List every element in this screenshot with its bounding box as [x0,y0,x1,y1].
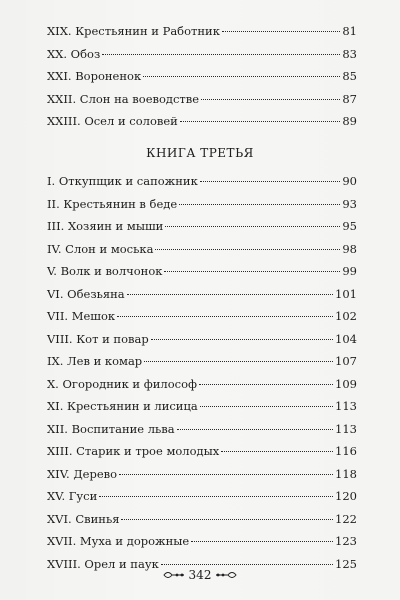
dot-leader [143,76,340,77]
toc-entry-title: XV. Гуси [47,489,98,503]
toc-entry [47,283,357,306]
toc-entry-title: VIII. Кот и повар [47,331,149,346]
toc-entry-page: 109 [335,376,357,391]
toc-entry [47,350,357,373]
dot-leader [199,384,333,385]
toc-entry [47,485,357,508]
dot-leader [201,99,340,100]
toc-entry-title: XIX. Крестьянин и Работник [47,24,220,38]
toc-entry [47,440,357,463]
toc-entry-title: IX. Лев и комар [47,354,143,368]
toc-entry-page: 102 [335,309,357,323]
toc-entry-title: XXI. Вороненок [47,69,142,83]
dot-leader [222,31,340,32]
dot-leader [119,474,333,475]
toc-entry-page: 101 [335,286,357,301]
toc-entry-page: 116 [335,444,357,458]
toc-entry-page: 81 [342,24,357,38]
toc-entry-title: XXIII. Осел и соловей [47,114,178,128]
toc-entry [47,530,357,553]
dot-leader [127,294,333,295]
toc-entry [47,215,357,238]
toc-entry-page: 85 [342,69,357,83]
dot-leader [179,204,340,205]
toc-entry-title: II. Крестьянин в беде [47,196,178,211]
toc-entry-page: 122 [335,511,357,526]
toc-entry [47,170,357,193]
toc-entry [47,373,357,396]
toc-entry [47,43,357,66]
toc-entry-title: V. Волк и волчонок [47,264,163,278]
dot-leader [151,339,333,340]
dot-leader [164,271,340,272]
toc-entry-page: 99 [342,264,357,278]
toc-entry-title: XIII. Старик и трое молодых [47,444,220,458]
toc-entry [47,305,357,328]
toc-entry [47,508,357,531]
toc-entry-page: 87 [342,91,357,106]
toc-entry-page: 95 [342,219,357,233]
toc-entry-page: 89 [342,114,357,128]
dot-leader [155,249,340,250]
toc-entry [47,110,357,133]
toc-entry-title: VII. Мешок [47,309,116,323]
floral-ornament-icon [215,570,237,580]
toc-list-book-two-end [47,20,357,133]
toc-entry-title: IV. Слон и моська [47,241,154,256]
dot-leader [102,54,340,55]
toc-entry-page: 113 [335,421,357,436]
dot-leader [99,496,333,497]
toc-entry-page: 93 [342,196,357,211]
toc-entry-page: 123 [335,534,357,548]
dot-leader [180,121,341,122]
dot-leader [144,361,333,362]
toc-entry-title: XIV. Дерево [47,466,118,481]
toc-entry [47,238,357,261]
toc-entry [47,418,357,441]
dot-leader [161,564,333,565]
toc-entry-page: 113 [335,399,357,413]
dot-leader [117,316,333,317]
dot-leader [165,226,340,227]
floral-ornament-icon [163,570,185,580]
toc-entry-title: VI. Обезьяна [47,286,125,301]
dot-leader [200,181,341,182]
toc-entry [47,193,357,216]
dot-leader [191,541,333,542]
section-heading: КНИГА ТРЕТЬЯ [146,146,254,160]
toc-entry-page: 83 [342,46,357,61]
toc-entry-title: XVI. Свинья [47,511,120,526]
toc-entry-page: 107 [335,354,357,368]
toc-entry-title: I. Откупщик и сапожник [47,174,198,188]
toc-entry-title: XX. Обоз [47,46,101,61]
toc-entry [47,260,357,283]
toc-list-book-three [47,170,357,575]
dot-leader [177,429,333,430]
dot-leader [200,406,333,407]
toc-entry-title: XI. Крестьянин и лисица [47,399,198,413]
toc-entry-page: 118 [335,466,357,481]
toc-entry-page: 125 [335,556,357,571]
toc-entry-page: 120 [335,489,357,503]
toc-entry-title: III. Хозяин и мыши [47,219,164,233]
toc-entry [47,88,357,111]
toc-entry [47,65,357,88]
dot-leader [221,451,333,452]
dot-leader [121,519,333,520]
toc-entry-title: XVII. Муха и дорожные [47,534,190,548]
toc-entry-title: XXII. Слон на воеводстве [47,91,200,106]
page-number: 342 [188,568,212,582]
toc-entry [47,20,357,43]
toc-entry-page: 104 [335,331,357,346]
toc-entry [47,395,357,418]
toc-entry-title: X. Огородник и философ [47,376,197,391]
toc-entry-title: XVIII. Орел и паук [47,556,159,571]
toc-entry [47,463,357,486]
toc-entry [47,328,357,351]
page-footer [0,568,400,582]
toc-entry-page: 98 [342,241,357,256]
toc-entry-page: 90 [342,174,357,188]
toc-entry-title: XII. Воспитание льва [47,421,175,436]
